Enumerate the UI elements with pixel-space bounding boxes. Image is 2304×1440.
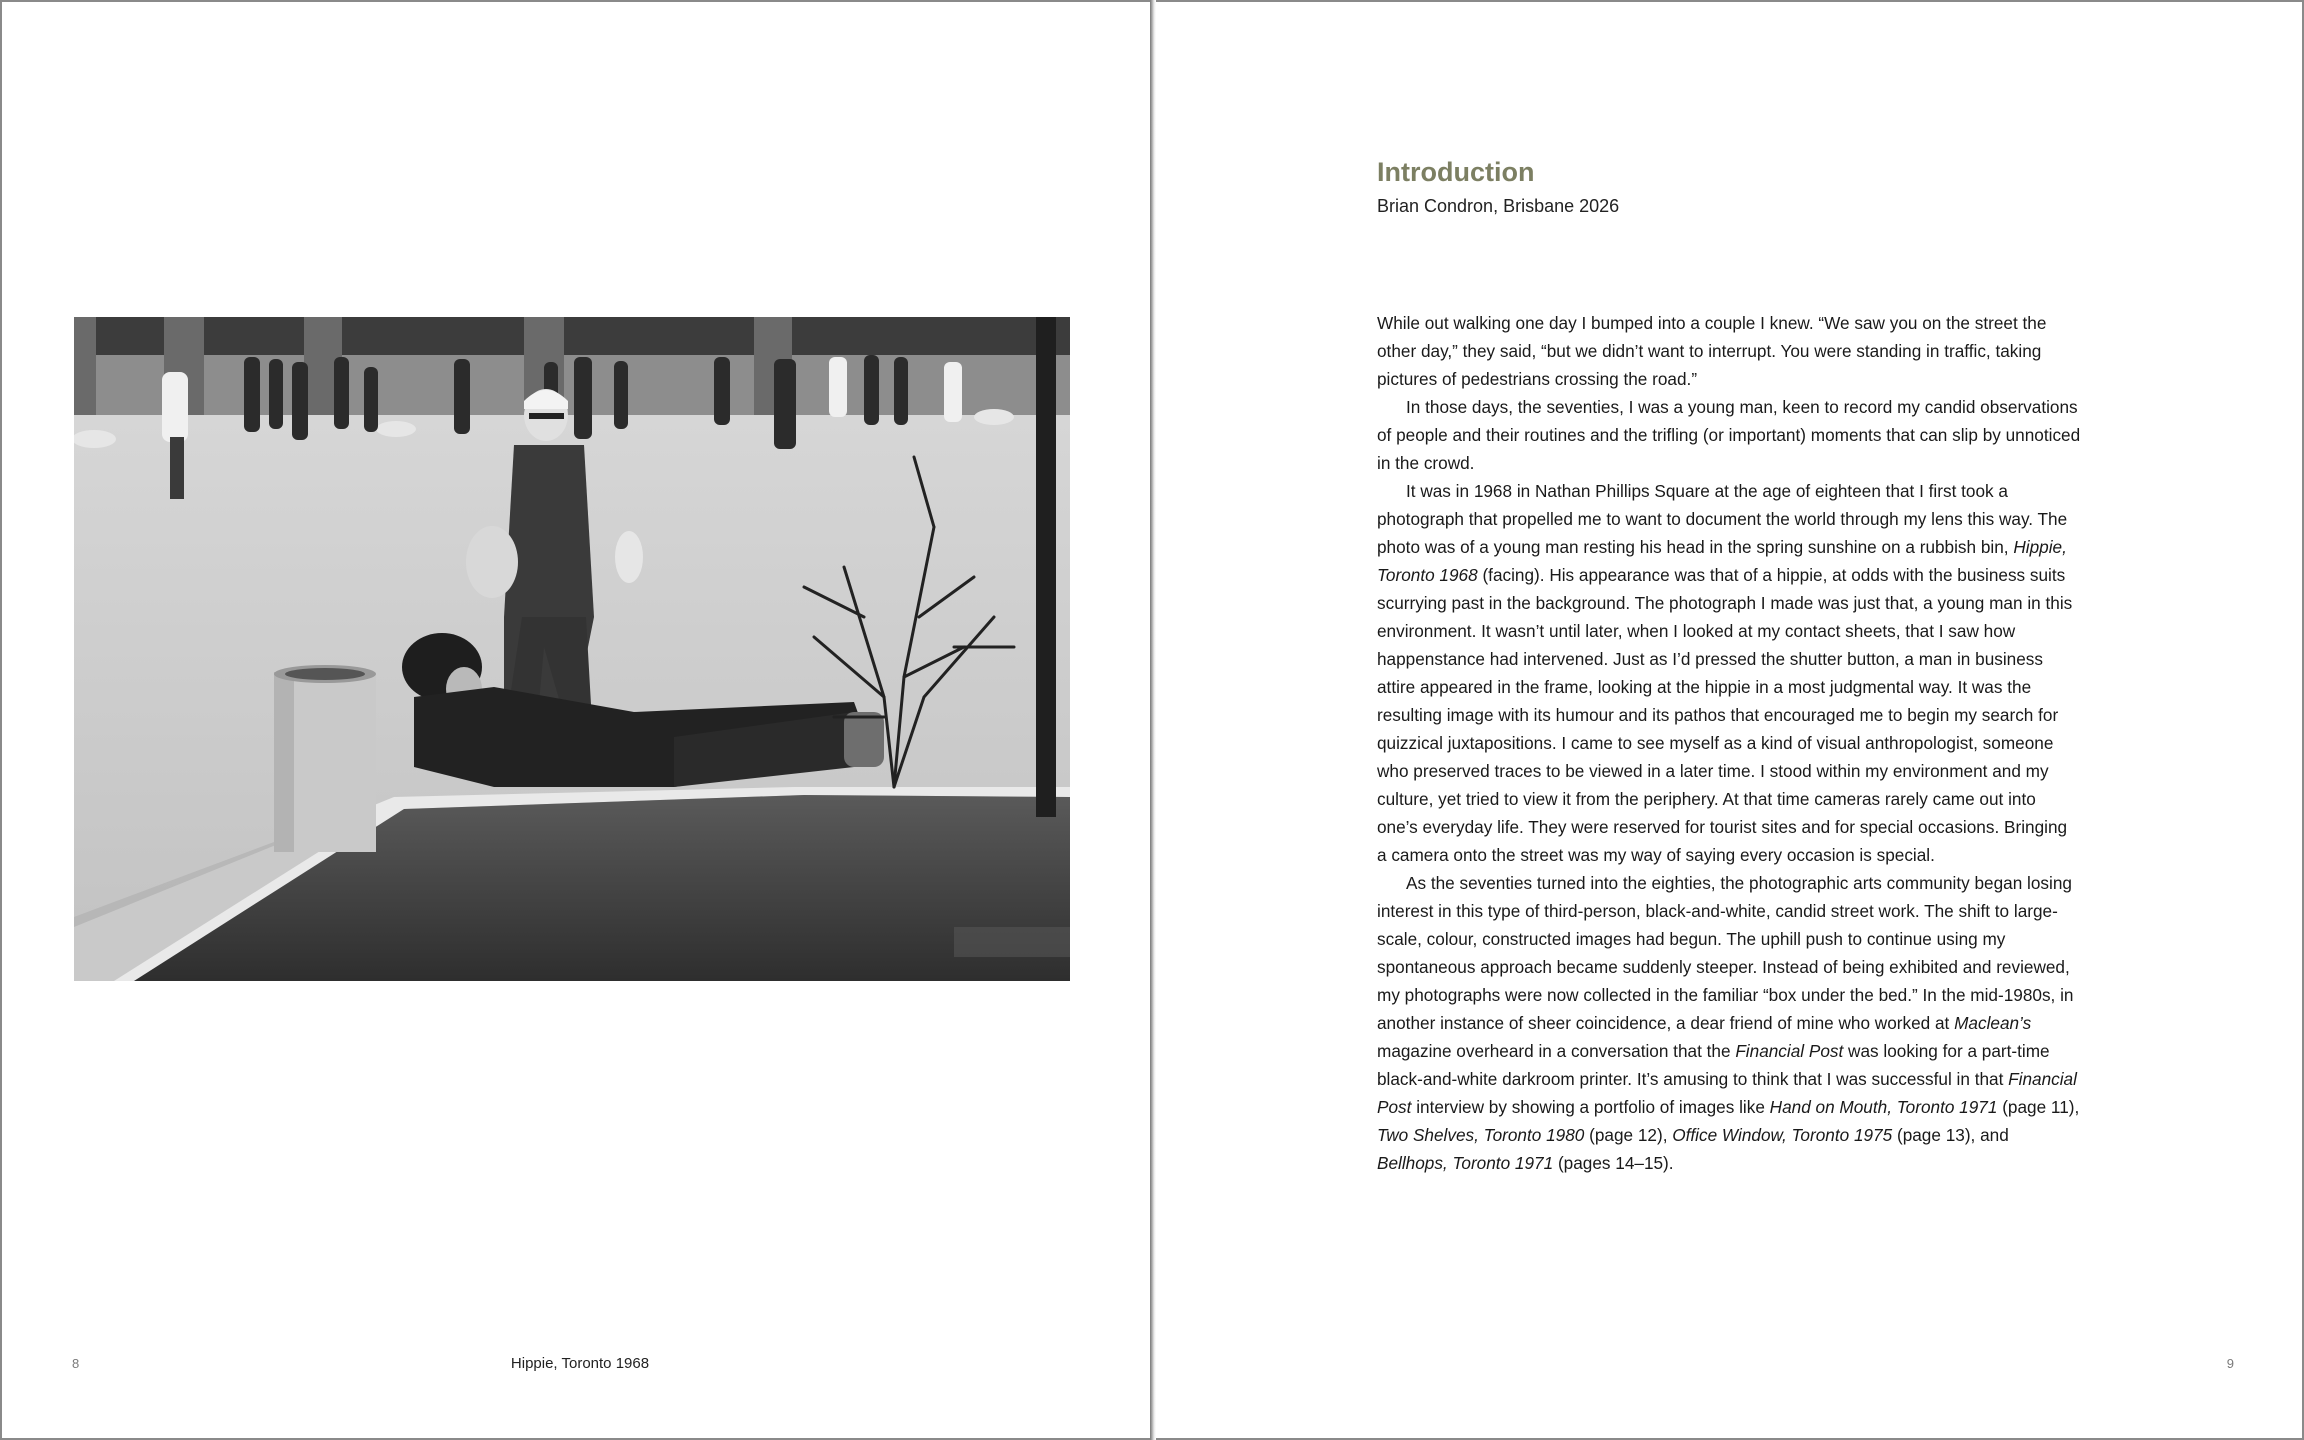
newspaper-name-1: Financial Post bbox=[1735, 1041, 1844, 1061]
photo-title-reference: Hippie, Toronto 1968 bbox=[1377, 537, 2067, 585]
page-ref-13: (page 13), and bbox=[1896, 1125, 2009, 1145]
paragraph-2: In those days, the seventies, I was a young man, keen to record my candid observations of people and their routines and the trifling (or important) moments that can slip by unnoticed in the crowd. bbox=[1377, 397, 2081, 473]
paragraph-4 bbox=[1377, 869, 2081, 1177]
paragraph-3-text-a: It was in 1968 in Nathan Phillips Square at the age of eighteen that I first took a photograph that propelled me to want to document the world through my lens this way. The photo was of a young man resting his head in the spring sunshine on a rubbish bin, bbox=[1377, 481, 2068, 557]
left-page bbox=[0, 0, 1150, 1440]
photo-title-bellhops: Bellhops, Toronto 1971 bbox=[1377, 1153, 1554, 1173]
paragraph-4-text-e: was looking for a part-time black-and-white darkroom printer. It’s amusing to think that I was successful in that bbox=[1377, 1041, 2050, 1089]
paragraph-1: While out walking one day I bumped into a couple I knew. “We saw you on the street the other day,” they said, “but we didn’t want to interrupt. You were standing in traffic, taking pictures of pedestrians crossing the road.” bbox=[1377, 313, 2047, 389]
photo-caption-text: Hippie, Toronto 1968 bbox=[510, 1355, 650, 1372]
photo-title-office-window: Office Window, Toronto 1975 bbox=[1672, 1125, 1893, 1145]
magazine-name: Maclean’s bbox=[1954, 1013, 2032, 1033]
page-ref-12: (page 12), bbox=[1589, 1125, 1668, 1145]
page-ref-14-15: (pages 14–15). bbox=[1557, 1153, 1674, 1173]
photograph-image bbox=[74, 317, 1070, 981]
photo-title-hand-on-mouth: Hand on Mouth, Toronto 1971 bbox=[1769, 1097, 1998, 1117]
author-byline: Brian Condron, Brisbane 2026 bbox=[1377, 196, 1620, 216]
paragraph-4-text-g: interview by showing a portfolio of images like bbox=[1416, 1097, 1765, 1117]
hippie-photograph bbox=[74, 317, 1070, 981]
paragraph-4-text-c: magazine overheard in a conversation that the bbox=[1377, 1041, 1731, 1061]
newspaper-name-2: Financial Post bbox=[1377, 1069, 2077, 1117]
page-number-right: 9 bbox=[2226, 1356, 2234, 1371]
right-page bbox=[1156, 0, 2304, 1440]
paragraph-3-text-c: (facing). His appearance was that of a hippie, at odds with the business suits scurrying past in the background. The photograph I made was just that, a young man in this environment. It wasn’t until later, when I looked at my contact sheets, that I saw how happenstance had intervened. Just as I’d pressed the shutter button, a man in business attire appeared in the frame, looking at the hippie in a most judgmental way. It was the resulting image with its humour and its pathos that encouraged me to begin my search for quizzical juxtapositions. I came to see myself as a kind of visual anthropologist, someone who preserved traces to be viewed in a later time. I stood within my environment and my culture, yet tried to view it from the periphery. At that time cameras rarely came out into one’s everyday life. They were reserved for tourist sites and for special occasions. Bringing a camera onto the street was my way of saying every occasion is special. bbox=[1377, 565, 2073, 865]
paragraph-3 bbox=[1377, 477, 2081, 869]
introduction-body bbox=[1377, 309, 2081, 1177]
page-number-left: 8 bbox=[72, 1356, 80, 1371]
photo-caption bbox=[2, 1355, 1150, 1372]
photo-title-two-shelves: Two Shelves, Toronto 1980 bbox=[1377, 1125, 1585, 1145]
paragraph-4-text-a: As the seventies turned into the eighties, the photographic arts community began losing interest in this type of third-person, black-and-white, candid street work. The shift to large-scale, colour, constructed images had begun. The uphill push to continue using my spontaneous approach became suddenly steeper. Instead of being exhibited and reviewed, my photographs were now collected in the familiar “box under the bed.” In the mid-1980s, in another instance of sheer coincidence, a dear friend of mine who worked at bbox=[1377, 873, 2074, 1033]
section-title: Introduction bbox=[1377, 157, 1535, 187]
page-ref-11: (page 11), bbox=[2002, 1097, 2080, 1117]
